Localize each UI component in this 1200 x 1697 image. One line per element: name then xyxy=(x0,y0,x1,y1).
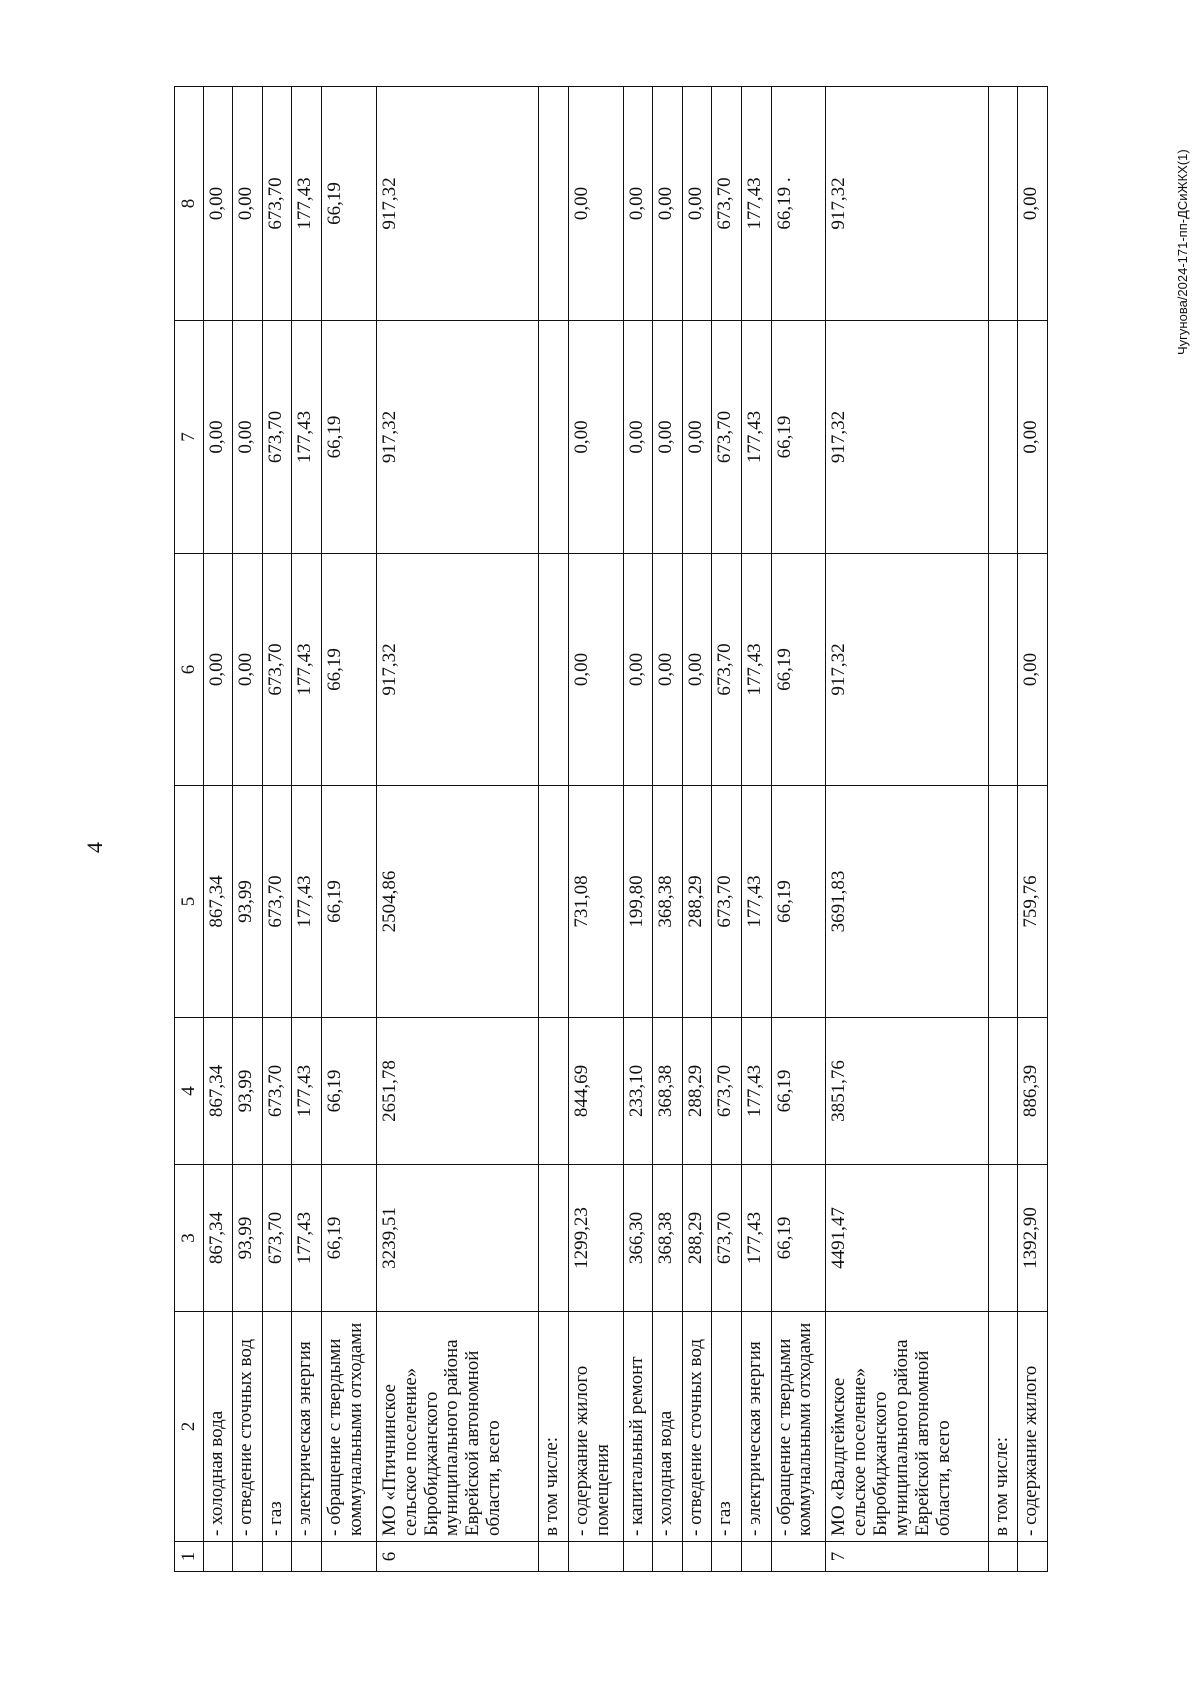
row-index-cell xyxy=(712,1542,742,1572)
value-cell-col-6: 0,00 xyxy=(653,554,683,786)
table-row xyxy=(988,87,1018,1572)
value-cell-col-4: 288,29 xyxy=(682,1018,712,1165)
value-cell-col-4: 2651,78 xyxy=(376,1018,538,1165)
column-header-6: 6 xyxy=(175,554,204,786)
value-cell-col-3: 3239,51 xyxy=(376,1165,538,1312)
value-cell-col-3: 4491,47 xyxy=(826,1165,988,1312)
row-index-cell xyxy=(771,1542,826,1572)
value-cell-col-8 xyxy=(988,87,1018,321)
value-cell-col-6: 66,19 xyxy=(321,554,376,786)
value-cell-col-5: 2504,86 xyxy=(376,786,538,1018)
row-name-cell: МО «Валдгеймское сельское поселение» Биробиджанского муниципального района Еврейской автономной области, всего xyxy=(826,1312,988,1542)
data-table xyxy=(174,86,1048,1572)
value-cell-col-5: 288,29 xyxy=(682,786,712,1018)
row-name-cell: - газ xyxy=(262,1312,291,1542)
row-index-cell xyxy=(568,1542,623,1572)
table-row xyxy=(233,87,262,1572)
column-header-8: 8 xyxy=(175,87,204,321)
header-row xyxy=(175,87,204,1572)
value-cell-col-4: 673,70 xyxy=(712,1018,742,1165)
value-cell-col-3: 288,29 xyxy=(682,1165,712,1312)
value-cell-col-3 xyxy=(539,1165,569,1312)
table-row xyxy=(204,87,233,1572)
table-row xyxy=(262,87,291,1572)
value-cell-col-5: 673,70 xyxy=(712,786,742,1018)
row-index-cell xyxy=(623,1542,653,1572)
value-cell-col-8: 0,00 xyxy=(233,87,262,321)
value-cell-col-7: 0,00 xyxy=(204,321,233,554)
column-header-4: 4 xyxy=(175,1018,204,1165)
table-row xyxy=(653,87,683,1572)
value-cell-col-7: 917,32 xyxy=(826,321,988,554)
value-cell-col-4: 673,70 xyxy=(262,1018,291,1165)
value-cell-col-8: 66,19 . xyxy=(771,87,826,321)
value-cell-col-7: 0,00 xyxy=(623,321,653,554)
row-index-cell xyxy=(233,1542,262,1572)
value-cell-col-8: 66,19 xyxy=(321,87,376,321)
value-cell-col-3: 177,43 xyxy=(741,1165,771,1312)
row-name-cell: - электрическая энергия xyxy=(292,1312,321,1542)
value-cell-col-7: 917,32 xyxy=(376,321,538,554)
value-cell-col-5: 66,19 xyxy=(771,786,826,1018)
value-cell-col-8: 177,43 xyxy=(741,87,771,321)
row-index-cell xyxy=(682,1542,712,1572)
value-cell-col-8: 0,00 xyxy=(568,87,623,321)
value-cell-col-3: 177,43 xyxy=(292,1165,321,1312)
value-cell-col-5 xyxy=(539,786,569,1018)
value-cell-col-4: 867,34 xyxy=(204,1018,233,1165)
value-cell-col-5: 177,43 xyxy=(292,786,321,1018)
row-name-cell: в том числе: xyxy=(539,1312,569,1542)
value-cell-col-7: 177,43 xyxy=(741,321,771,554)
value-cell-col-8: 0,00 xyxy=(682,87,712,321)
row-index-cell: 7 xyxy=(826,1542,988,1572)
value-cell-col-7: 0,00 xyxy=(568,321,623,554)
value-cell-col-7: 0,00 xyxy=(1018,321,1048,554)
value-cell-col-7: 66,19 xyxy=(321,321,376,554)
value-cell-col-5: 199,80 xyxy=(623,786,653,1018)
value-cell-col-3: 1392,90 xyxy=(1018,1165,1048,1312)
column-header-7: 7 xyxy=(175,321,204,554)
value-cell-col-5: 3691,83 xyxy=(826,786,988,1018)
row-index-cell xyxy=(988,1542,1018,1572)
value-cell-col-6: 177,43 xyxy=(292,554,321,786)
value-cell-col-3: 1299,23 xyxy=(568,1165,623,1312)
rotated-table-container xyxy=(174,87,1048,1572)
row-index-cell xyxy=(539,1542,569,1572)
row-index-cell xyxy=(262,1542,291,1572)
table-row xyxy=(568,87,623,1572)
table-row xyxy=(712,87,742,1572)
value-cell-col-3: 93,99 xyxy=(233,1165,262,1312)
row-name-cell: - обращение с твердыми коммунальными отходами xyxy=(771,1312,826,1542)
value-cell-col-4: 66,19 xyxy=(321,1018,376,1165)
value-cell-col-8: 177,43 xyxy=(292,87,321,321)
value-cell-col-6: 917,32 xyxy=(376,554,538,786)
value-cell-col-4: 93,99 xyxy=(233,1018,262,1165)
table-row xyxy=(539,87,569,1572)
value-cell-col-4: 3851,76 xyxy=(826,1018,988,1165)
value-cell-col-5: 759,76 xyxy=(1018,786,1048,1018)
row-index-cell xyxy=(741,1542,771,1572)
value-cell-col-6: 673,70 xyxy=(262,554,291,786)
value-cell-col-6: 0,00 xyxy=(682,554,712,786)
value-cell-col-3: 673,70 xyxy=(262,1165,291,1312)
value-cell-col-4: 177,43 xyxy=(741,1018,771,1165)
value-cell-col-4: 177,43 xyxy=(292,1018,321,1165)
value-cell-col-8: 0,00 xyxy=(204,87,233,321)
row-index-cell xyxy=(653,1542,683,1572)
row-name-cell: - газ xyxy=(712,1312,742,1542)
value-cell-col-7: 0,00 xyxy=(682,321,712,554)
row-name-cell: - электрическая энергия xyxy=(741,1312,771,1542)
value-cell-col-3: 66,19 xyxy=(321,1165,376,1312)
value-cell-col-3: 673,70 xyxy=(712,1165,742,1312)
value-cell-col-4: 66,19 xyxy=(771,1018,826,1165)
table-row xyxy=(771,87,826,1572)
value-cell-col-5 xyxy=(988,786,1018,1018)
value-cell-col-8 xyxy=(539,87,569,321)
value-cell-col-4: 368,38 xyxy=(653,1018,683,1165)
table-row xyxy=(682,87,712,1572)
value-cell-col-7: 177,43 xyxy=(292,321,321,554)
value-cell-col-3: 366,30 xyxy=(623,1165,653,1312)
row-name-cell: - капитальный ремонт xyxy=(623,1312,653,1542)
value-cell-col-6: 0,00 xyxy=(568,554,623,786)
row-index-cell xyxy=(321,1542,376,1572)
row-name-cell: - отведение сточных вод xyxy=(233,1312,262,1542)
column-header-2: 2 xyxy=(175,1312,204,1542)
table-row xyxy=(292,87,321,1572)
row-index-cell xyxy=(292,1542,321,1572)
value-cell-col-4: 844,69 xyxy=(568,1018,623,1165)
value-cell-col-6: 177,43 xyxy=(741,554,771,786)
value-cell-col-7: 673,70 xyxy=(262,321,291,554)
column-header-3: 3 xyxy=(175,1165,204,1312)
value-cell-col-5: 731,08 xyxy=(568,786,623,1018)
table-row xyxy=(623,87,653,1572)
value-cell-col-7: 673,70 xyxy=(712,321,742,554)
value-cell-col-7 xyxy=(539,321,569,554)
value-cell-col-3: 867,34 xyxy=(204,1165,233,1312)
value-cell-col-4: 886,39 xyxy=(1018,1018,1048,1165)
value-cell-col-6: 0,00 xyxy=(233,554,262,786)
value-cell-col-5: 368,38 xyxy=(653,786,683,1018)
value-cell-col-5: 867,34 xyxy=(204,786,233,1018)
value-cell-col-6: 917,32 xyxy=(826,554,988,786)
row-name-cell: - холодная вода xyxy=(204,1312,233,1542)
value-cell-col-7 xyxy=(988,321,1018,554)
value-cell-col-6: 0,00 xyxy=(623,554,653,786)
value-cell-col-5: 673,70 xyxy=(262,786,291,1018)
value-cell-col-8: 0,00 xyxy=(1018,87,1048,321)
value-cell-col-8: 917,32 xyxy=(376,87,538,321)
row-name-cell: - обращение с твердыми коммунальными отходами xyxy=(321,1312,376,1542)
table-row xyxy=(741,87,771,1572)
value-cell-col-5: 66,19 xyxy=(321,786,376,1018)
document-code: Чугунова/2024-171-пп-ДСиЖКХ(1) xyxy=(1175,149,1190,355)
table-body xyxy=(204,87,1048,1572)
value-cell-col-3 xyxy=(988,1165,1018,1312)
value-cell-col-6: 66,19 xyxy=(771,554,826,786)
value-cell-col-7: 0,00 xyxy=(653,321,683,554)
value-cell-col-4 xyxy=(539,1018,569,1165)
value-cell-col-8: 673,70 xyxy=(262,87,291,321)
table-row xyxy=(1018,87,1048,1572)
value-cell-col-8: 673,70 xyxy=(712,87,742,321)
value-cell-col-8: 0,00 xyxy=(653,87,683,321)
table-row xyxy=(321,87,376,1572)
value-cell-col-5: 177,43 xyxy=(741,786,771,1018)
row-name-cell: МО «Птичнинское сельское поселение» Биробиджанского муниципального района Еврейской автономной области, всего xyxy=(376,1312,538,1542)
row-index-cell xyxy=(1018,1542,1048,1572)
value-cell-col-4: 233,10 xyxy=(623,1018,653,1165)
row-index-cell: 6 xyxy=(376,1542,538,1572)
table-row xyxy=(826,87,988,1572)
table-row xyxy=(376,87,538,1572)
value-cell-col-5: 93,99 xyxy=(233,786,262,1018)
column-header-1: 1 xyxy=(175,1542,204,1572)
row-name-cell: - холодная вода xyxy=(653,1312,683,1542)
row-name-cell: - содержание жилого xyxy=(1018,1312,1048,1542)
value-cell-col-7: 66,19 xyxy=(771,321,826,554)
value-cell-col-4 xyxy=(988,1018,1018,1165)
value-cell-col-8: 0,00 xyxy=(623,87,653,321)
column-header-5: 5 xyxy=(175,786,204,1018)
value-cell-col-3: 368,38 xyxy=(653,1165,683,1312)
value-cell-col-6: 673,70 xyxy=(712,554,742,786)
value-cell-col-8: 917,32 xyxy=(826,87,988,321)
value-cell-col-6 xyxy=(539,554,569,786)
row-name-cell: - отведение сточных вод xyxy=(682,1312,712,1542)
row-index-cell xyxy=(204,1542,233,1572)
value-cell-col-6: 0,00 xyxy=(1018,554,1048,786)
value-cell-col-6: 0,00 xyxy=(204,554,233,786)
row-name-cell: в том числе: xyxy=(988,1312,1018,1542)
value-cell-col-7: 0,00 xyxy=(233,321,262,554)
value-cell-col-6 xyxy=(988,554,1018,786)
page-number: 4 xyxy=(82,842,107,853)
row-name-cell: - содержание жилого помещения xyxy=(568,1312,623,1542)
value-cell-col-3: 66,19 xyxy=(771,1165,826,1312)
